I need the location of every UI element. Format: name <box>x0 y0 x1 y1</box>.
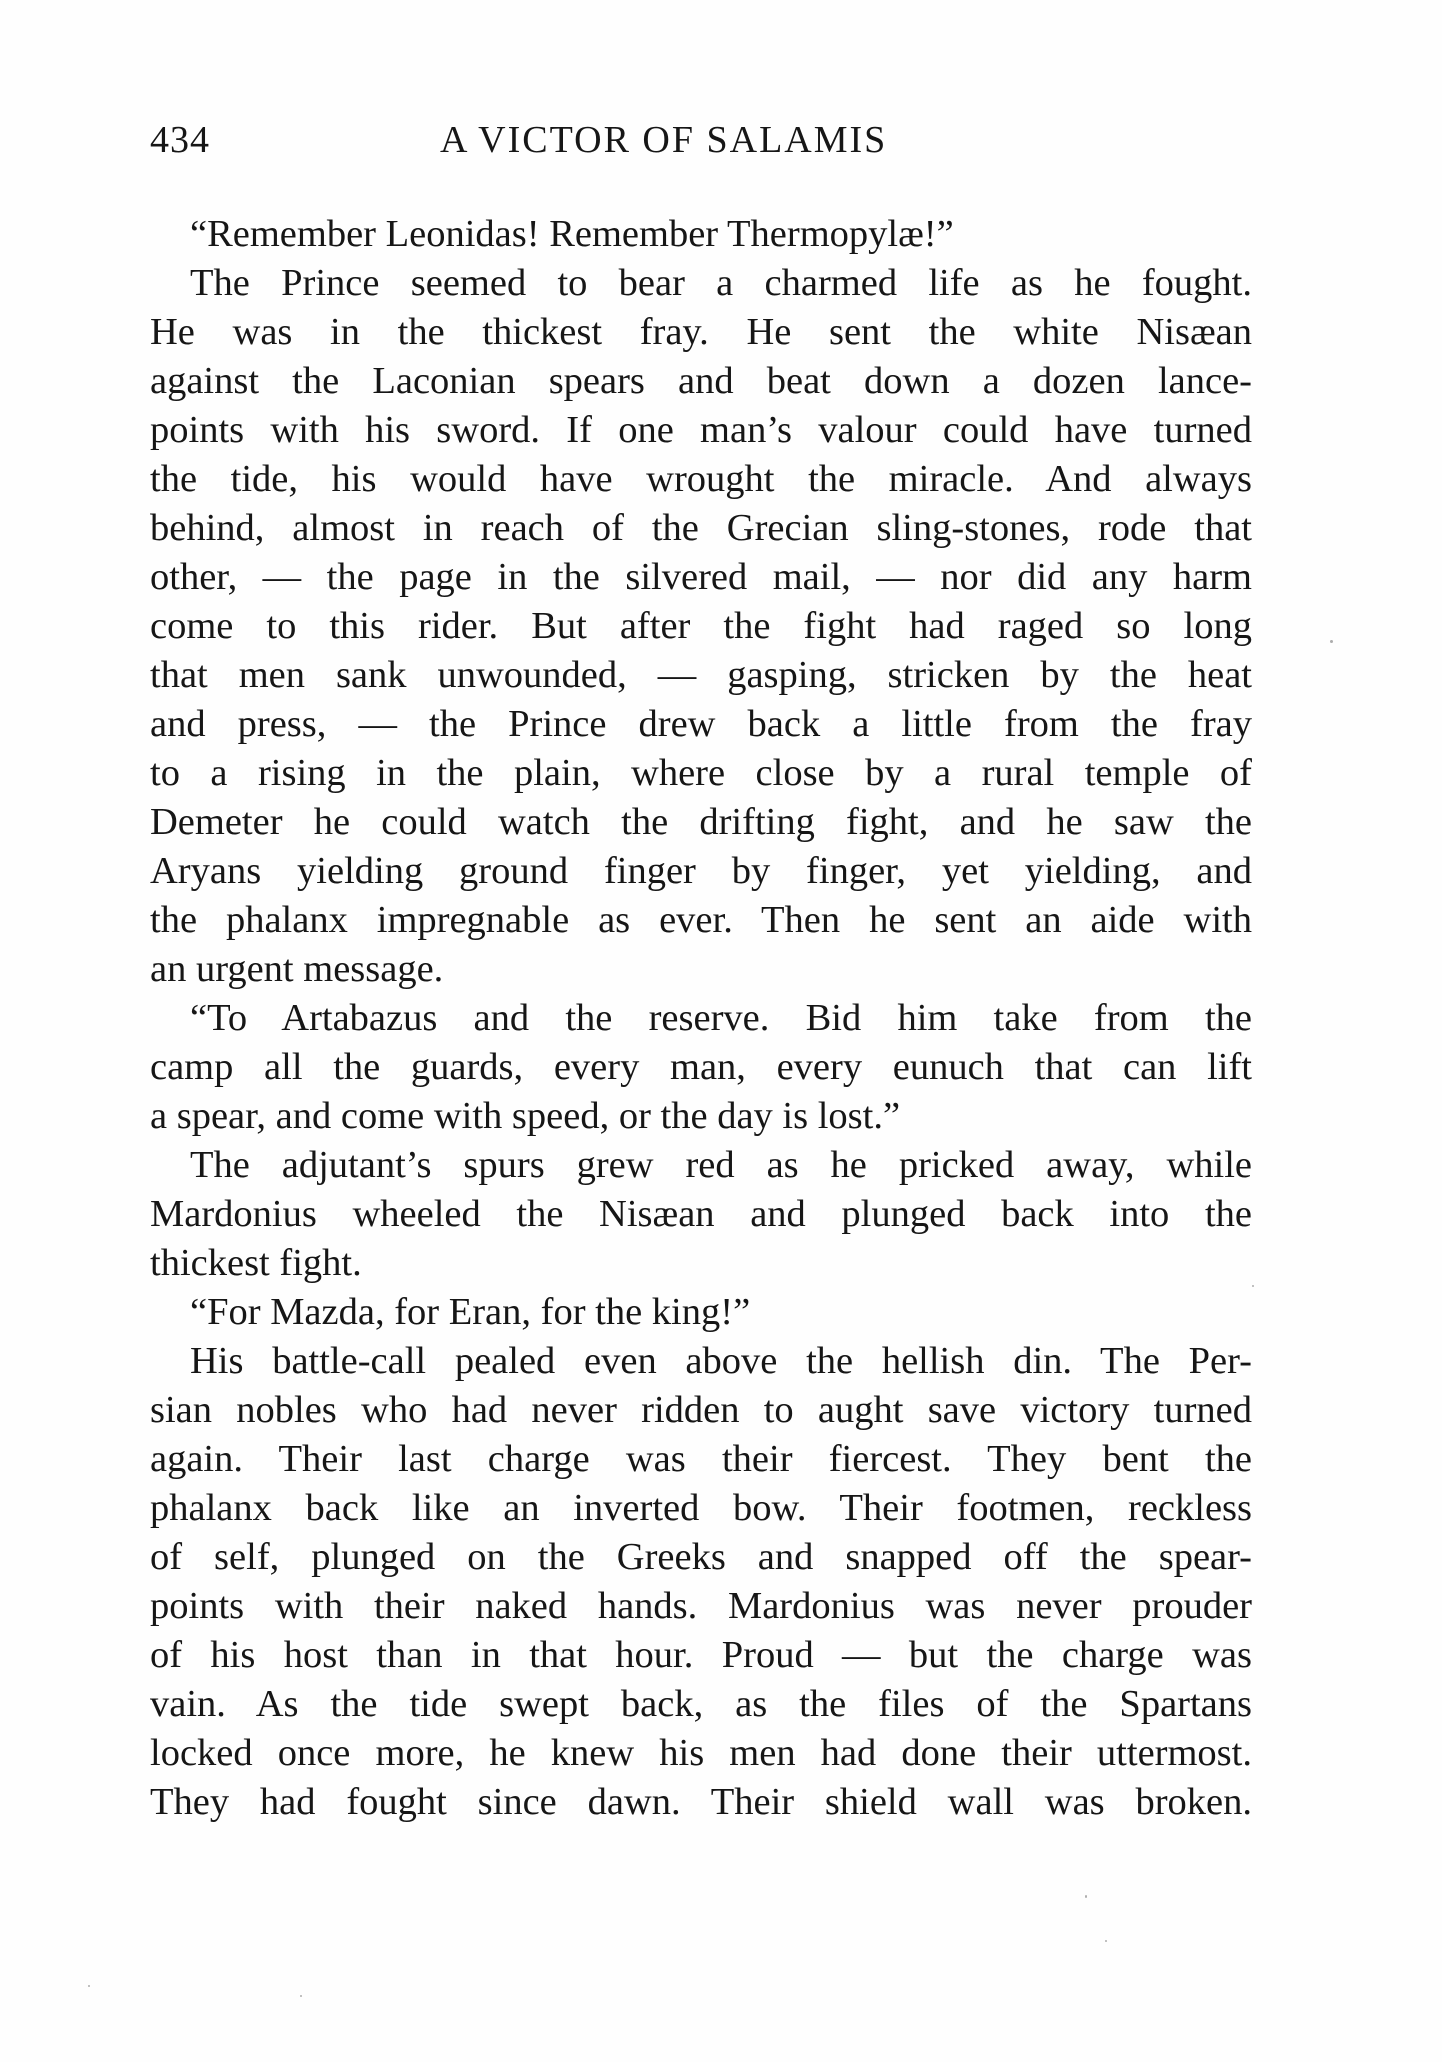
text-line: other, — the page in the silvered mail, — nor did any harm <box>150 556 1252 598</box>
paper-speck <box>300 1995 302 1997</box>
text-line: thickest fight. <box>150 1242 362 1284</box>
page-number: 434 <box>150 119 210 161</box>
text-line: Demeter he could watch the drifting fight, and he saw the <box>150 801 1252 843</box>
paper-speck <box>88 1985 90 1987</box>
text-line: vain. As the tide swept back, as the files of the Spartans <box>150 1683 1252 1725</box>
text-line: Mardonius wheeled the Nisæan and plunged back into the <box>150 1193 1252 1235</box>
paper-speck <box>1252 1285 1254 1287</box>
text-line: phalanx back like an inverted bow. Their footmen, reckless <box>150 1487 1252 1529</box>
paper-speck <box>1330 640 1333 643</box>
text-line: sian nobles who had never ridden to aught save victory turned <box>150 1389 1252 1431</box>
text-line: behind, almost in reach of the Grecian sling-stones, rode that <box>150 507 1252 549</box>
text-line: Aryans yielding ground finger by finger, yet yielding, and <box>150 850 1252 892</box>
text-line: He was in the thickest fray. He sent the white Nisæan <box>150 311 1252 353</box>
text-line: “Remember Leonidas! Remember Thermopylæ!” <box>190 213 954 255</box>
text-line: come to this rider. But after the fight had raged so long <box>150 605 1252 647</box>
text-line: The Prince seemed to bear a charmed life as he fought. <box>190 262 1252 304</box>
text-line: again. Their last charge was their fiercest. They bent the <box>150 1438 1252 1480</box>
text-line: the tide, his would have wrought the miracle. And always <box>150 458 1252 500</box>
text-line: a spear, and come with speed, or the day is lost.” <box>150 1095 901 1137</box>
page-header <box>150 118 1250 178</box>
text-line: to a rising in the plain, where close by a rural temple of <box>150 752 1252 794</box>
text-line: that men sank unwounded, — gasping, stricken by the heat <box>150 654 1252 696</box>
text-line: “For Mazda, for Eran, for the king!” <box>190 1291 751 1333</box>
text-line: of his host than in that hour. Proud — but the charge was <box>150 1634 1252 1676</box>
paper-speck <box>1085 1895 1087 1898</box>
text-line: “To Artabazus and the reserve. Bid him take from the <box>190 997 1252 1039</box>
text-line: the phalanx impregnable as ever. Then he sent an aide with <box>150 899 1252 941</box>
text-line: of self, plunged on the Greeks and snapped off the spear- <box>150 1536 1252 1578</box>
text-line: points with his sword. If one man’s valour could have turned <box>150 409 1252 451</box>
text-line: locked once more, he knew his men had done their uttermost. <box>150 1732 1252 1774</box>
running-title: A VICTOR OF SALAMIS <box>440 119 888 161</box>
text-line: His battle-call pealed even above the hellish din. The Per- <box>190 1340 1252 1382</box>
text-line: an urgent message. <box>150 948 444 990</box>
paper-speck <box>1105 1940 1107 1942</box>
text-line: points with their naked hands. Mardonius was never prouder <box>150 1585 1252 1627</box>
text-line: They had fought since dawn. Their shield wall was broken. <box>150 1781 1252 1823</box>
text-line: against the Laconian spears and beat down a dozen lance- <box>150 360 1252 402</box>
text-line: and press, — the Prince drew back a little from the fray <box>150 703 1252 745</box>
body-text <box>150 210 1252 1827</box>
text-line: The adjutant’s spurs grew red as he pricked away, while <box>190 1144 1252 1186</box>
text-line: camp all the guards, every man, every eunuch that can lift <box>150 1046 1252 1088</box>
